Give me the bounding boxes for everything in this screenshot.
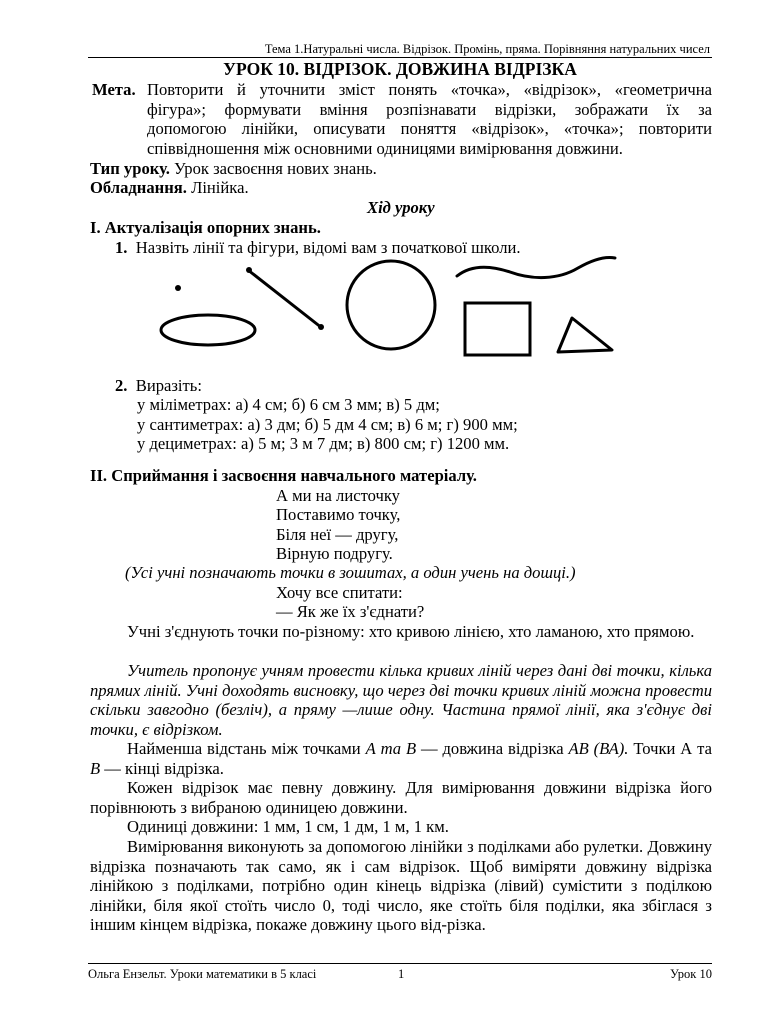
goal-label: Мета. bbox=[92, 80, 136, 99]
segment-end-point bbox=[318, 324, 324, 330]
task1-text: Назвіть лінії та фігури, відомі вам з початкової школи. bbox=[135, 238, 521, 257]
text-span: АВ (ВА). bbox=[568, 739, 629, 758]
equipment-text: Лінійка. bbox=[191, 178, 249, 197]
text-span: Найменша відстань між точками bbox=[127, 739, 366, 758]
curve-shape bbox=[457, 257, 615, 277]
task2-number: 2. bbox=[115, 376, 128, 395]
circle-shape bbox=[347, 261, 435, 349]
goal-line: допомогою лінійки, описувати поняття «відрізок», «точка»; повторити bbox=[147, 119, 712, 138]
paragraph bbox=[90, 739, 712, 778]
text-span: Точки А та bbox=[633, 739, 712, 758]
paragraph-italic: Учитель пропонує учням провести кілька кривих ліній через дані дві точки, кілька прямих ліній. Учні доходять висновку, що через дві точки кривих ліній можна провести скільки завгодно (безліч), а пряму —лише одну. Частина прямої лінії, яка з'єднує дві точки, є відрізком. bbox=[90, 661, 712, 739]
footer-lesson: Урок 10 bbox=[670, 967, 712, 981]
lesson-type bbox=[90, 159, 377, 179]
task2 bbox=[115, 376, 202, 396]
paragraph: Одиниці довжини: 1 мм, 1 см, 1 дм, 1 м, 1 км. bbox=[127, 817, 449, 836]
triangle-shape bbox=[558, 318, 612, 352]
task2-line: у міліметрах: а) 4 см; б) 6 см 3 мм; в) 5 дм; bbox=[137, 395, 440, 414]
poem-line: Хочу все спитати: bbox=[276, 583, 403, 602]
lesson-title: УРОК 10. ВІДРІЗОК. ДОВЖИНА ВІДРІЗКА bbox=[223, 59, 577, 79]
poem-line: Біля неї — другу, bbox=[276, 525, 399, 544]
page-number: 1 bbox=[398, 967, 405, 981]
task2-line: у дециметрах: а) 5 м; 3 м 7 дм; в) 800 см; г) 1200 мм. bbox=[137, 434, 510, 453]
goal-line: Повторити й уточнити зміст понять «точка», «відрізок», «геометрична bbox=[147, 80, 712, 99]
equipment-label: Обладнання. bbox=[90, 178, 187, 197]
text-span: — довжина відрізка bbox=[416, 739, 569, 758]
footer-author: Ольга Ензельт. Уроки математики в 5 класі bbox=[88, 967, 317, 981]
paragraph: Учні з'єднують точки по-різному: хто кривою лінією, хто ламаною, хто прямою. bbox=[127, 622, 695, 641]
segment-shape bbox=[248, 270, 322, 328]
figures-illustration bbox=[150, 250, 630, 360]
poem-line: А ми на листочку bbox=[276, 486, 400, 505]
equipment bbox=[90, 178, 249, 198]
text-span: — кінці відрізка. bbox=[100, 758, 224, 778]
running-header: Тема 1.Натуральні числа. Відрізок. Промінь, пряма. Порівняння натуральних чисел bbox=[264, 42, 710, 56]
point-shape bbox=[175, 285, 181, 291]
section1-heading: I. Актуалізація опорних знань. bbox=[90, 218, 321, 237]
goal-text bbox=[147, 80, 712, 158]
section2-heading: II. Сприймання і засвоєння навчального матеріалу. bbox=[90, 466, 477, 485]
poem-line: Поставимо точку, bbox=[276, 505, 401, 524]
lesson-type-text: Урок засвоєння нових знань. bbox=[174, 159, 377, 178]
poem-line: — Як же їх з'єднати? bbox=[276, 602, 425, 621]
ellipse-shape bbox=[161, 315, 255, 345]
paragraph: Вимірювання виконують за допомогою лінійки з поділками або рулетки. Довжину відрізка позначають так само, як і сам відрізок. Щоб виміряти довжину відрізка лінійкою з поділками, потрібно один кінець відрізка (лівий) сумістити з поділкою лінійки, біля якої стоїть число 0, тоді число, яке стоїть біля поділки, яка збіглася з іншим кінцем відрізка, покаже довжину цього від-різка. bbox=[90, 837, 712, 934]
footer-rule bbox=[88, 963, 712, 964]
note-line: (Усі учні позначають точки в зошитах, а один учень на дошці.) bbox=[125, 563, 576, 582]
goal-line: співвідношення між основними одиницями вимірювання довжини. bbox=[147, 138, 623, 158]
lesson-type-label: Тип уроку. bbox=[90, 159, 170, 178]
poem-line: Вірную подругу. bbox=[276, 544, 393, 563]
square-shape bbox=[465, 303, 530, 355]
segment-end-point bbox=[246, 267, 252, 273]
task2-text: Виразіть: bbox=[135, 376, 202, 395]
text-span: В bbox=[90, 758, 101, 778]
task2-line: у сантиметрах: а) 3 дм; б) 5 дм 4 см; в) 6 м; г) 900 мм; bbox=[137, 415, 518, 434]
text-span: А та В bbox=[365, 739, 417, 758]
paragraph: Кожен відрізок має певну довжину. Для вимірювання довжини відрізка його порівнюють з вибраною одиницею довжини. bbox=[90, 778, 712, 817]
goal-line: фігура»; формувати вміння розпізнавати відрізки, зображати їх за bbox=[147, 99, 712, 119]
course-heading: Хід уроку bbox=[367, 198, 435, 217]
task1-number: 1. bbox=[115, 238, 128, 257]
